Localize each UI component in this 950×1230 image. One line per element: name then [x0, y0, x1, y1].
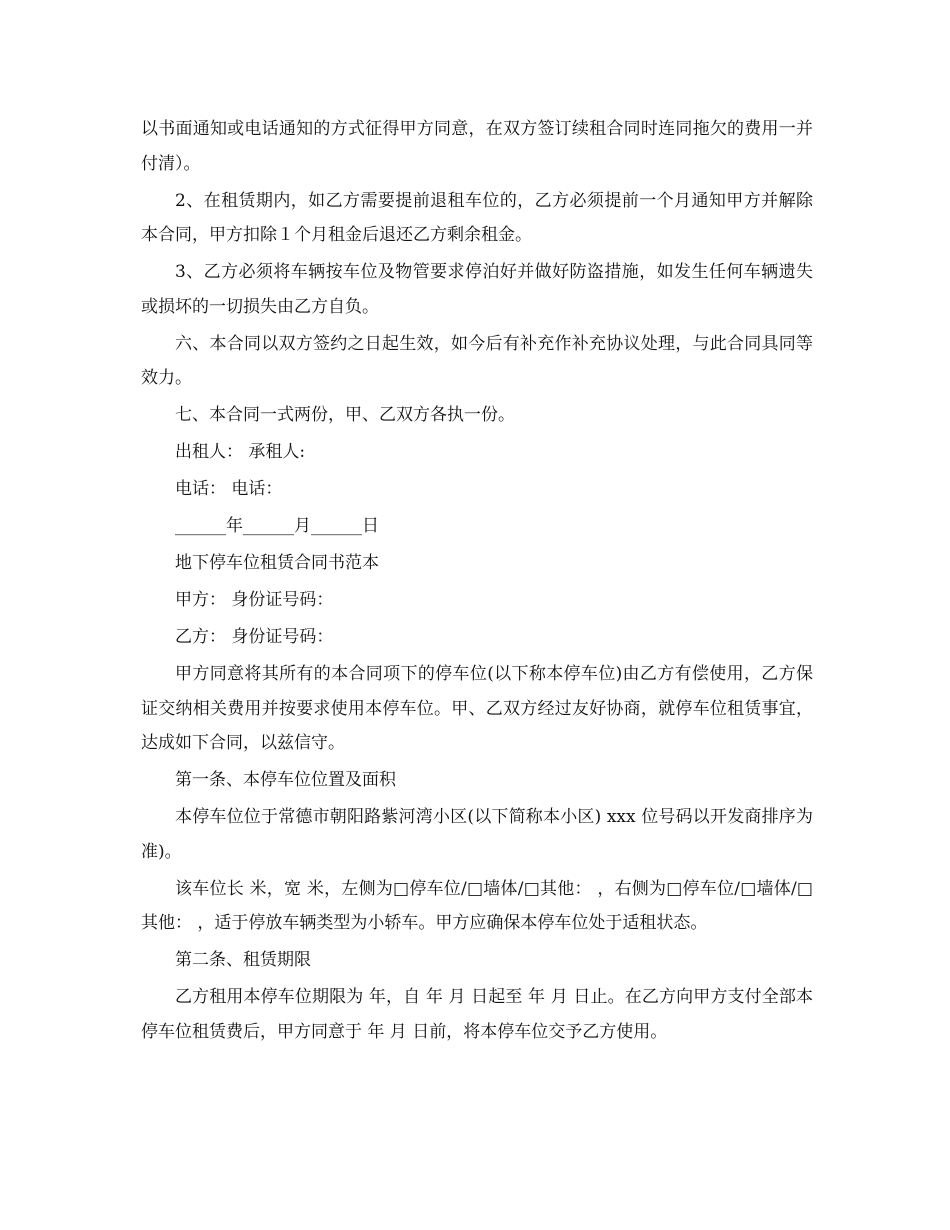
document-body	[141, 112, 813, 1052]
article-2-term: 乙方租用本停车位期限为 年，自 年 月 日起至 年 月 日止。在乙方向甲方支付全部本停车位租赁费后，甲方同意于 年 月 日前，将本停车位交予乙方使用。	[141, 987, 813, 1042]
section-title: 地下停车位租赁合同书范本	[175, 553, 379, 573]
party-a-line: 甲方： 身份证号码：	[175, 590, 334, 610]
article-1-heading: 第一条、本停车位位置及面积	[175, 770, 396, 790]
article-1-location: 本停车位位于常德市朝阳路紫河湾小区(以下简称本小区) xxx 位号码以开发商排序为准)。	[141, 807, 813, 862]
preamble-paragraph: 甲方同意将其所有的本合同项下的停车位(以下称本停车位)由乙方有偿使用，乙方保证交纳相关费用并按要求使用本停车位。甲、乙双方经过友好协商，就停车位租赁事宜，达成如下合同，以兹信守。	[141, 664, 813, 753]
signature-date: ______年______月______日	[175, 516, 379, 536]
article-6-effective: 六、本合同以双方签约之日起生效，如今后有补充作补充协议处理，与此合同具同等效力。	[141, 333, 813, 388]
signature-phones: 电话： 电话：	[175, 479, 283, 499]
clause-3-parking-safety: 3、乙方必须将车辆按车位及物管要求停泊好并做好防盗措施，如发生任何车辆遗失或损坏的一切损失由乙方自负。	[141, 262, 813, 317]
article-7-copies: 七、本合同一式两份，甲、乙双方各执一份。	[175, 405, 515, 425]
clause-2-early-termination: 2、在租赁期内，如乙方需要提前退租车位的，乙方必须提前一个月通知甲方并解除本合同，甲方扣除１个月租金后退还乙方剩余租金。	[141, 190, 813, 245]
signature-parties: 出租人： 承租人:	[175, 442, 306, 462]
article-2-heading: 第二条、租赁期限	[175, 950, 311, 970]
paragraph-continuation: 以书面通知或电话通知的方式征得甲方同意，在双方签订续租合同时连同拖欠的费用一并付清）。	[141, 119, 813, 174]
party-b-line: 乙方： 身份证号码：	[175, 627, 334, 647]
article-1-dimensions: 该车位长 米，宽 米，左侧为□停车位/□墙体/□其他： ，右侧为□停车位/□墙体/□其他： ，适于停放车辆类型为小轿车。甲方应确保本停车位处于适租状态。	[141, 878, 813, 933]
